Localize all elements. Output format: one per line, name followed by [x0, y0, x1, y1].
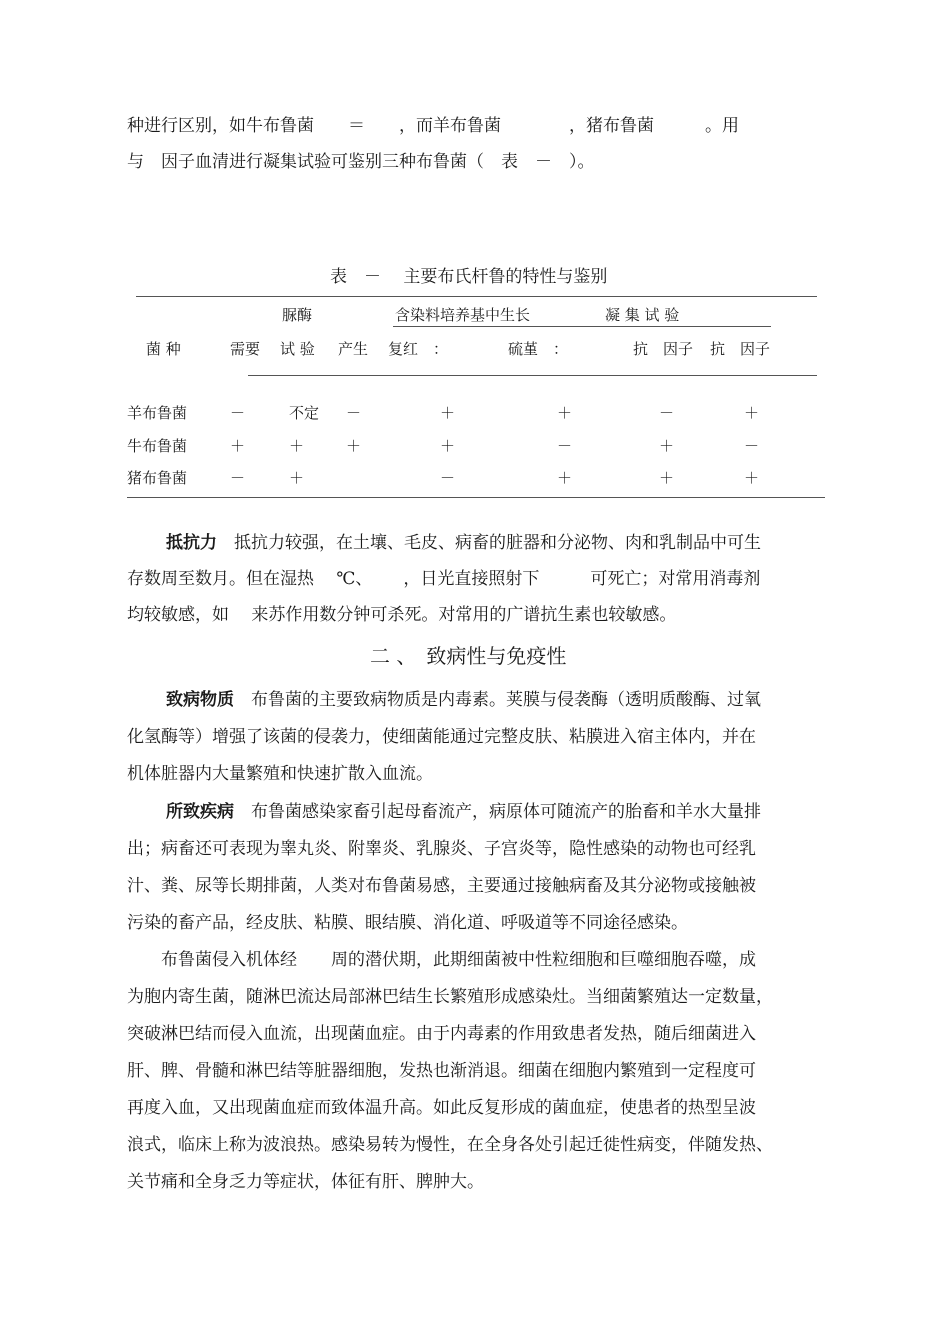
header-need: 需要 — [230, 340, 261, 358]
infection-line-1: 布鲁菌侵入机体经 周的潜伏期，此期细菌被中性粒细胞和巨噬细胞吞噬，成 — [127, 950, 756, 970]
row-2-anti-1: ＋ — [659, 437, 675, 455]
header-group-urease: 脲酶 — [282, 306, 313, 324]
disease-heading: 所致疾病 — [166, 802, 234, 822]
header-species: 菌 种 — [146, 340, 181, 358]
row-2-need: ＋ — [230, 437, 246, 455]
pathogen-line-3: 机体脏器内大量繁殖和快速扩散入血流。 — [127, 764, 433, 784]
infection-line-3: 突破淋巴结而侵入血流，出现菌血症。由于内毒素的作用致患者发热，随后细菌进入 — [127, 1024, 756, 1044]
row-1-anti-1: － — [659, 404, 675, 422]
header-group-rule — [393, 326, 771, 327]
row-1-anti-2: ＋ — [744, 404, 760, 422]
intro-line-2: 与 因子血清进行凝集试验可鉴别三种布鲁菌（ 表 － ）。 — [127, 152, 595, 172]
section-title: 二 、 致病性与免疫性 — [370, 644, 567, 668]
row-3-fuchsin: － — [440, 469, 456, 487]
resistance-line-3: 均较敏感，如 来苏作用数分钟可杀死。对常用的广谱抗生素也较敏感。 — [127, 605, 677, 625]
header-anti-2: 抗 因子 — [710, 340, 771, 358]
header-anti-1: 抗 因子 — [633, 340, 694, 358]
header-produce: 产生 — [338, 340, 369, 358]
resistance-line-1 — [166, 526, 761, 560]
table-caption: 表 － 主要布氏杆鲁的特性与鉴别 — [330, 267, 608, 287]
header-group-dye-growth: 含染料培养基中生长 — [395, 306, 531, 324]
row-2-name: 牛布鲁菌 — [127, 437, 188, 455]
resistance-heading: 抵抗力 — [166, 533, 217, 553]
row-3-thionine: ＋ — [557, 469, 573, 487]
table-bottom-rule — [127, 497, 825, 498]
header-group-agglutination: 凝 集 试 验 — [605, 306, 680, 324]
pathogen-line-2: 化氢酶等）增强了该菌的侵袭力，使细菌能通过完整皮肤、粘膜进入宿主体内，并在 — [127, 727, 756, 747]
pathogen-text-1: 布鲁菌的主要致病物质是内毒素。荚膜与侵袭酶（透明质酸酶、过氧 — [234, 690, 761, 710]
row-3-name: 猪布鲁菌 — [127, 469, 188, 487]
row-2-fuchsin: ＋ — [440, 437, 456, 455]
table-top-rule — [136, 296, 817, 297]
row-3-anti-2: ＋ — [744, 469, 760, 487]
row-1-thionine: ＋ — [557, 404, 573, 422]
row-3-anti-1: ＋ — [659, 469, 675, 487]
resistance-text-1: 抵抗力较强，在土壤、毛皮、病畜的脏器和分泌物、肉和乳制品中可生 — [217, 533, 761, 553]
disease-line-2: 出；病畜还可表现为睾丸炎、附睾炎、乳腺炎、子宫炎等，隐性感染的动物也可经乳 — [127, 839, 756, 859]
row-3-test: ＋ — [289, 469, 305, 487]
disease-line-4: 污染的畜产品，经皮肤、粘膜、眼结膜、消化道、呼吸道等不同途径感染。 — [127, 913, 688, 933]
header-test: 试 验 — [280, 340, 315, 358]
row-2-thionine: － — [557, 437, 573, 455]
row-1-fuchsin: ＋ — [440, 404, 456, 422]
infection-line-4: 肝、脾、骨髓和淋巴结等脏器细胞，发热也渐消退。细菌在细胞内繁殖到一定程度可 — [127, 1061, 756, 1081]
row-1-name: 羊布鲁菌 — [127, 404, 188, 422]
intro-line-1: 种进行区别，如牛布鲁菌 ＝ ，而羊布鲁菌 ，猪布鲁菌 。用 — [127, 116, 739, 136]
disease-line-3: 汁、粪、尿等长期排菌，人类对布鲁菌易感，主要通过接触病畜及其分泌物或接触被 — [127, 876, 756, 896]
pathogen-line-1 — [166, 683, 761, 717]
header-bottom-rule — [248, 375, 817, 376]
infection-line-5: 再度入血，又出现菌血症而致体温升高。如此反复形成的菌血症，使患者的热型呈波 — [127, 1098, 756, 1118]
row-1-need: － — [230, 404, 246, 422]
pathogen-heading: 致病物质 — [166, 690, 234, 710]
header-thionine: 硫堇 ： — [508, 340, 569, 358]
infection-line-6: 浪式，临床上称为波浪热。感染易转为慢性，在全身各处引起迁徙性病变，伴随发热、 — [127, 1135, 773, 1155]
row-2-test: ＋ — [289, 437, 305, 455]
resistance-line-2: 存数周至数月。但在湿热 ℃、 ，日光直接照射下 可死亡；对常用消毒剂 — [127, 569, 761, 589]
infection-line-7: 关节痛和全身乏力等症状，体征有肝、脾肿大。 — [127, 1172, 484, 1192]
disease-line-1 — [166, 795, 761, 829]
row-1-produce: － — [346, 404, 362, 422]
row-3-need: － — [230, 469, 246, 487]
row-1-test: 不定 — [289, 404, 320, 422]
row-2-anti-2: － — [744, 437, 760, 455]
header-fuchsin: 复红 ： — [388, 340, 449, 358]
infection-line-2: 为胞内寄生菌，随淋巴流达局部淋巴结生长繁殖形成感染灶。当细菌繁殖达一定数量， — [127, 987, 773, 1007]
row-2-produce: ＋ — [346, 437, 362, 455]
disease-text-1: 布鲁菌感染家畜引起母畜流产，病原体可随流产的胎畜和羊水大量排 — [234, 802, 761, 822]
